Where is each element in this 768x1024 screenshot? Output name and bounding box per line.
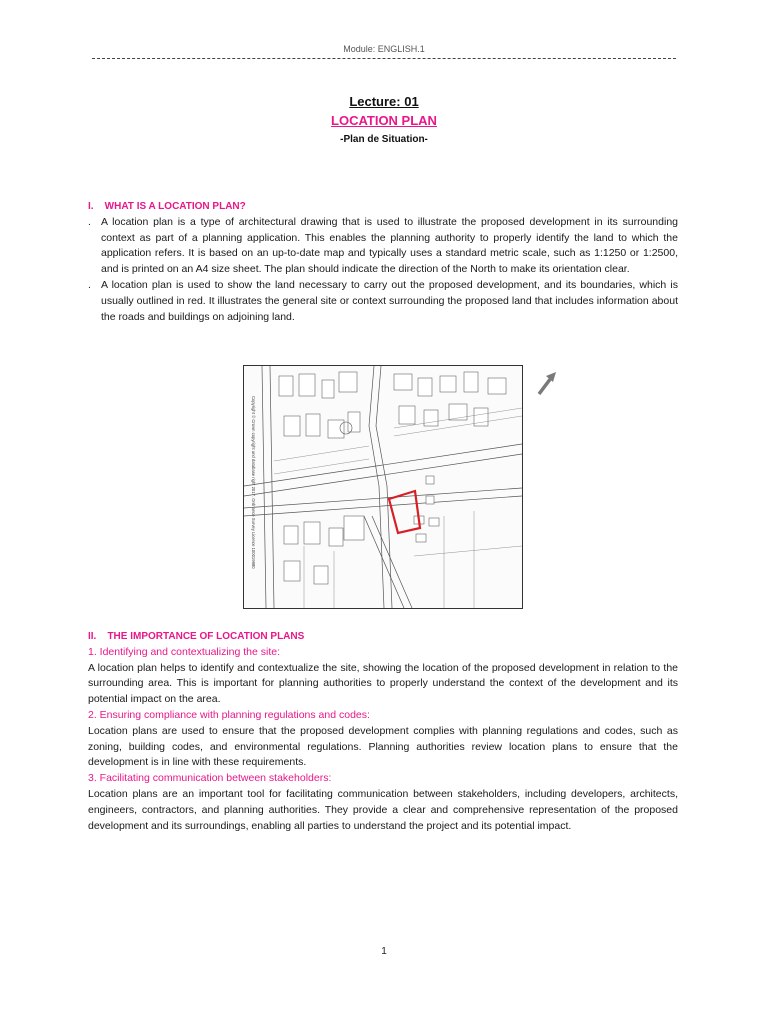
module-header: Module: ENGLISH.1 — [343, 44, 425, 54]
section-what-is — [88, 199, 678, 325]
section-1-heading: I. WHAT IS A LOCATION PLAN? — [88, 201, 246, 212]
bullet-item: . A location plan is used to show the land necessary to carry out the proposed development, and its boundaries, which is usually outlined in red. It illustrates the general site or context surrounding the proposed land that includes information about the roads and buildings on adjoining land. — [88, 278, 678, 325]
section-1-bullets — [88, 215, 678, 326]
paragraph-communication: Location plans are an important tool for facilitating communication between stakeholders, including developers, architects, engineers, contractors, and planning authorities. They provide a clear and comprehensive representation of the proposed development and its surroundings, enabling all parties to understand the project and its potential impact. — [88, 787, 678, 832]
paragraph-compliance: Location plans are used to ensure that the proposed development complies with planning regulations and codes, such as zoning, building codes, and environmental regulations. Planning authorities review location plans to ensure that the development is in line with these requirements. — [88, 724, 678, 769]
location-map — [243, 365, 523, 609]
paragraph-identifying: A location plan helps to identify and contextualize the site, showing the location of the proposed development in relation to the surrounding area. This is important for planning authorities to properly understand the context of the development and its potential impact on the area. — [88, 661, 678, 706]
site-outline — [389, 491, 420, 533]
plot-lines — [274, 408, 522, 608]
subheading-compliance: 2. Ensuring compliance with planning regulations and codes: — [88, 708, 370, 721]
map-drawing — [244, 366, 522, 608]
north-arrow-icon — [535, 370, 557, 398]
section-importance — [88, 629, 678, 834]
map-copyright: Copyright © Crown copyright and database right 2017. Ordnance Survey Licence 100019980 — [251, 396, 256, 569]
subheading-communication: 3. Facilitating communication between stakeholders: — [88, 772, 332, 785]
plan-subtitle: -Plan de Situation- — [340, 134, 428, 145]
subheading-identifying: 1. Identifying and contextualizing the site: — [88, 645, 281, 658]
location-plan-title: LOCATION PLAN — [331, 113, 437, 128]
title-block — [0, 94, 768, 145]
lecture-title: Lecture: 01 — [349, 94, 419, 109]
page-number: 1 — [381, 946, 387, 957]
header-divider — [92, 58, 676, 59]
bullet-item: . A location plan is a type of architectural drawing that is used to illustrate the proposed development in its surrounding context as part of a planning application. This enables the planning authority to properly identify the land to which the application refers. It is based on an up-to-date map and typically uses a standard metric scale, such as 1:1250 or 1:2500, and is printed on an A4 size sheet. The plan should indicate the direction of the North to make its orientation clear. — [88, 215, 678, 278]
section-2-heading: II. THE IMPORTANCE OF LOCATION PLANS — [88, 631, 305, 642]
building-blocks — [279, 372, 506, 584]
